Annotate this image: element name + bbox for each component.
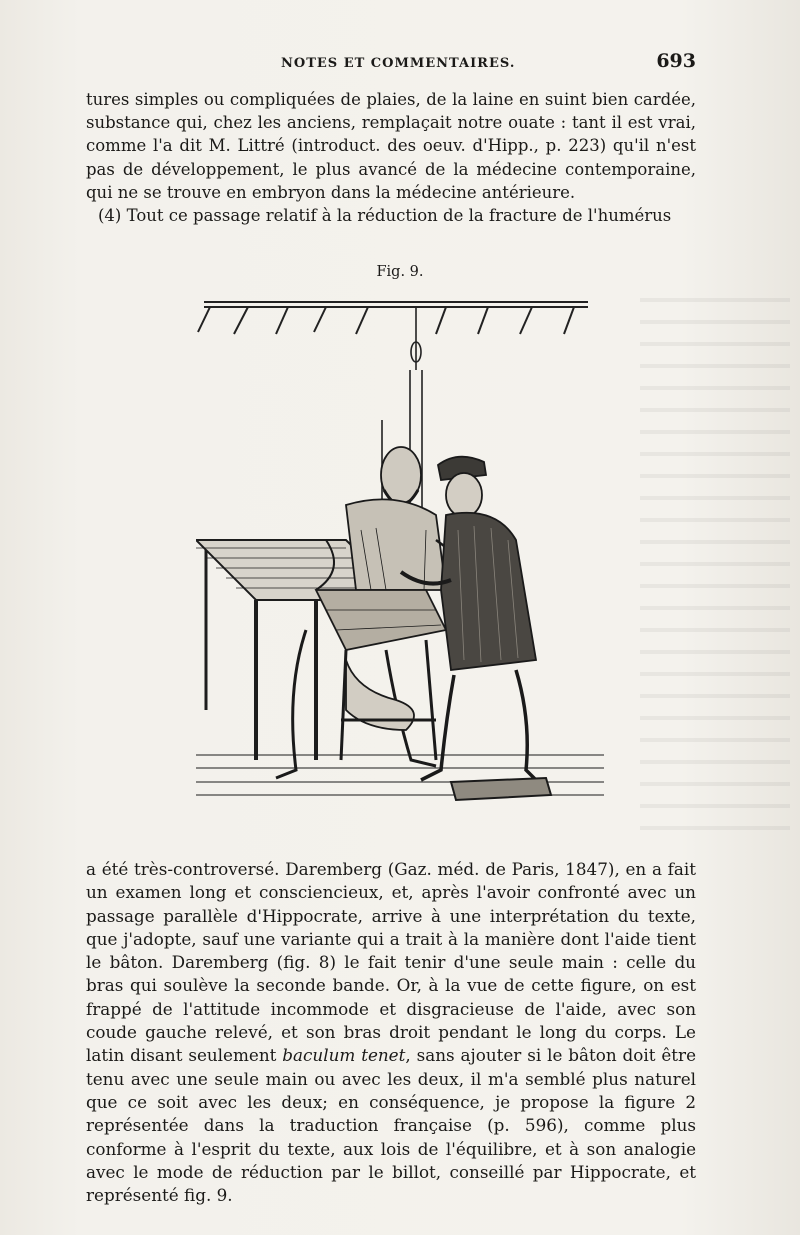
paragraph-daremberg-part1: a été très-controversé. Daremberg (Gaz. méd. de Paris, 1847), en a fait un examen long et consciencieux, et, après l'avoir confronté avec un passage parallèle d'Hippocrate, arrive à une interprétation du texte, que j'adopte, sauf une variante qui a trait à la manière dont l'aide tient le bâton. Daremberg (fig. 8) le fait tenir d'une seule main : celle du bras qui soulève la seconde bande. Or, à la vue de cette figure, on est frappé de l'attitude incommode et disgracieuse de l'aide, avec son coude gauche relevé, et son bras droit pendant le long du corps. Le latin disant seulement xyxy=(86,859,696,1066)
paragraph-daremberg xyxy=(86,858,696,1207)
bleed-through-text xyxy=(640,280,790,840)
top-text-block xyxy=(86,88,696,227)
engraving-figure-9 xyxy=(196,290,604,830)
paragraph-daremberg-part2: , sans ajouter si le bâton doit être tenu avec une seule main ou avec les deux, il m'a semblé plus naturel que ce soit avec les deux; en conséquence, je propose la figure 2 représentée dans la traduction française (p. 596), comme plus conforme à l'esprit du texte, aux lois de l'équilibre, et à son analogie avec le mode de réduction par le billot, conseillé par Hippocrate, et représenté fig. 9. xyxy=(86,1045,697,1206)
running-title: NOTES ET COMMENTAIRES. xyxy=(281,56,516,71)
figure-caption: Fig. 9. xyxy=(376,264,424,280)
bottom-text-block xyxy=(86,858,696,1207)
page-number: 693 xyxy=(656,50,696,72)
page-header xyxy=(86,50,696,76)
paragraph-note-4-start: (4) Tout ce passage relatif à la réduction de la fracture de l'humérus xyxy=(98,206,672,226)
latin-phrase: baculum tenet xyxy=(282,1045,406,1066)
paragraph-wool-note: tures simples ou compliquées de plaies, de la laine en suint bien cardée, substance qui, chez les anciens, remplaçait notre ouate : tant il est vrai, comme l'a dit M. Littré (introduct. des oeuv. d'Hipp., p. 223) qu'il n'est pas de développement, le plus avancé de la médecine contemporaine, qui ne se trouve en embryon dans la médecine antérieure. xyxy=(86,90,696,202)
